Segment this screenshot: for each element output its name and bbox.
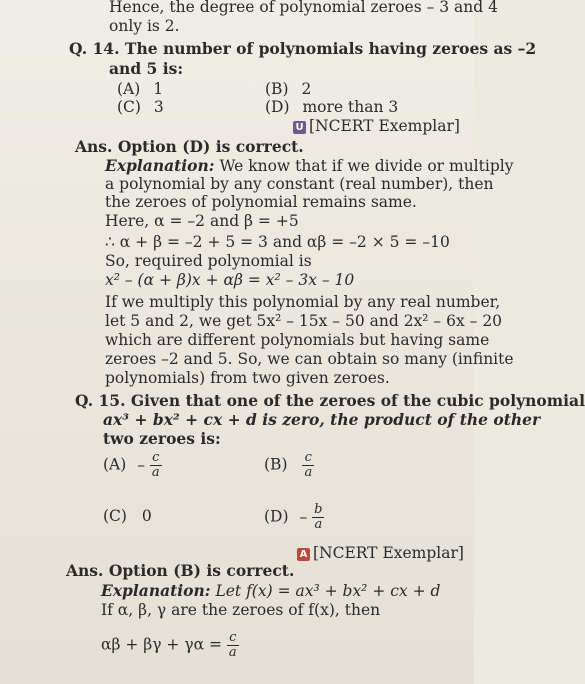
option-a (103, 451, 162, 480)
source-label: [NCERT Exemplar] (313, 544, 464, 562)
explanation-15-line-1 (101, 582, 440, 600)
denominator: a (314, 517, 323, 532)
option-value: 1 (153, 80, 164, 98)
question-number: Q. 15. (75, 391, 126, 410)
explanation-14-so: So, required polynomial is (105, 252, 312, 270)
explanation-14-line-2: a polynomial by any constant (real number), then (105, 175, 494, 193)
answer-15-heading: Ans. Option (B) is correct. (66, 561, 295, 580)
option-label: (A) (117, 80, 141, 98)
option-label: (B) (264, 455, 288, 474)
explanation-text: Let f(x) = ax³ + bx² + cx + d (210, 582, 441, 600)
option-d (264, 503, 324, 532)
numerator: b (314, 502, 323, 517)
explanation-label: Explanation: (101, 581, 211, 600)
question-number: Q. 14. (69, 39, 120, 58)
option-b (264, 451, 314, 480)
application-tag-icon: A (297, 548, 310, 561)
denominator: a (304, 465, 313, 480)
answer-14-heading: Ans. Option (D) is correct. (75, 137, 304, 156)
question-15-cont-1: ax³ + bx² + cx + d is zero, the product of the other (103, 410, 541, 429)
fraction (312, 503, 324, 532)
source-tag-14 (293, 117, 460, 135)
option-value: more than 3 (302, 98, 399, 116)
option-a (117, 80, 163, 98)
explanation-14-polynomial: x² – (α + β)x + αβ = x² – 3x – 10 (105, 271, 355, 289)
explanation-label: Explanation: (105, 156, 215, 175)
option-label: (C) (117, 98, 141, 116)
fraction (150, 451, 162, 480)
minus-sign: – (137, 455, 145, 474)
option-label: (D) (265, 98, 290, 116)
option-label: (A) (103, 455, 127, 474)
denominator: a (228, 645, 237, 660)
option-c (117, 98, 164, 116)
explanation-14-if-4: zeroes –2 and 5. So, we can obtain so many (infinite (105, 350, 514, 368)
explanation-14-line-1 (105, 157, 513, 175)
explanation-14-here: Here, α = –2 and β = +5 (105, 212, 299, 230)
option-value: 2 (301, 80, 312, 98)
numerator: c (227, 631, 239, 646)
explanation-14-if-3: which are different polynomials but having same (105, 331, 490, 349)
question-15-cont-2: two zeroes is: (103, 429, 221, 448)
fraction (302, 451, 314, 480)
understanding-tag-icon: U (293, 121, 306, 134)
option-label: (C) (103, 507, 127, 525)
source-label: [NCERT Exemplar] (309, 117, 460, 135)
explanation-14-therefore: ∴ α + β = –2 + 5 = 3 and αβ = –2 × 5 = –10 (105, 233, 450, 251)
option-c (103, 507, 152, 525)
explanation-14-line-3: the zeroes of polynomial remains same. (105, 193, 417, 211)
option-value: 0 (141, 507, 152, 525)
question-15 (75, 392, 585, 410)
intro-line-1: Hence, the degree of polynomial zeroes – 3 and 4 (109, 0, 498, 16)
fraction (227, 631, 239, 660)
option-d (265, 98, 398, 116)
denominator: a (151, 465, 160, 480)
explanation-15-line-2: If α, β, γ are the zeroes of f(x), then (101, 601, 381, 619)
question-text: Given that one of the zeroes of the cubic polynomial (130, 391, 585, 410)
explanation-15-equation (101, 631, 239, 660)
option-value: 3 (153, 98, 164, 116)
explanation-14-if-5: polynomials) from two given zeroes. (105, 369, 390, 387)
explanation-text: We know that if we divide or multiply (214, 157, 514, 175)
explanation-14-if-1: If we multiply this polynomial by any real number, (105, 293, 501, 311)
option-label: (D) (264, 507, 289, 526)
source-tag-15 (297, 544, 464, 562)
numerator: c (150, 451, 162, 466)
question-text: The number of polynomials having zeroes as –2 (124, 39, 537, 58)
numerator: c (302, 451, 314, 466)
option-label: (B) (265, 80, 289, 98)
explanation-14-if-2: let 5 and 2, we get 5x² – 15x – 50 and 2x² – 6x – 20 (105, 312, 503, 330)
minus-sign: – (299, 507, 308, 526)
equation-left: αβ + βγ + γα = (101, 635, 222, 654)
intro-line-2: only is 2. (109, 17, 180, 35)
option-b (265, 80, 311, 98)
question-14 (69, 40, 536, 58)
question-14-cont: and 5 is: (109, 59, 184, 78)
